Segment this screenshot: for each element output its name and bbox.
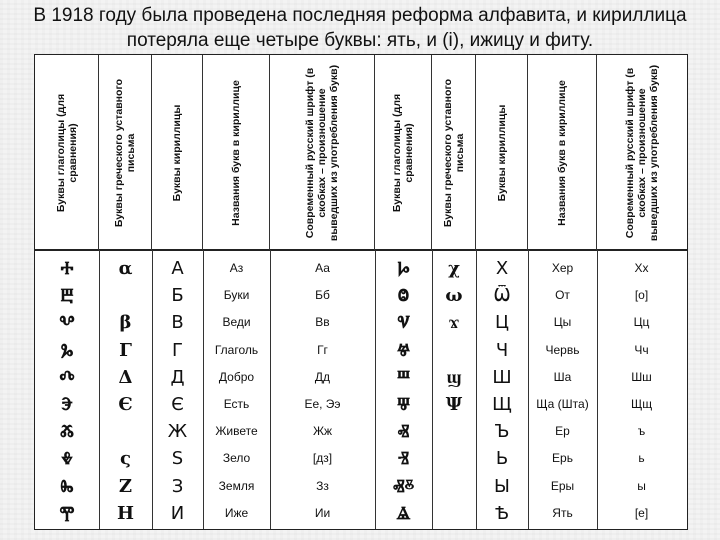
table-cell: Аа <box>315 261 330 275</box>
table-cell: Гг <box>317 342 328 357</box>
column-header-text: Буквы греческого уставного письма <box>113 78 137 227</box>
table-cell <box>99 418 152 445</box>
table-cell: Шш <box>631 369 652 384</box>
column-header-7 <box>432 55 476 250</box>
title-line-2: потеряла еще четыре буквы: ять, и (i), ижицу и фиту. <box>126 30 594 51</box>
table-cell: Ять <box>552 505 573 520</box>
table-cell: Глаголь <box>214 342 259 357</box>
column-header-4 <box>203 55 270 250</box>
column-header-text: Буквы глаголицы (для сравнения) <box>391 93 415 212</box>
table-cell <box>432 473 476 500</box>
table-cell: Є <box>171 394 184 415</box>
table-cell: Ⰹ <box>59 502 75 524</box>
column-header-text: Современный русский шрифт (в скобках – произношение выведших из употребления букв) <box>304 64 340 241</box>
table-cell: Ь <box>495 448 509 470</box>
table-cell: Ѣ <box>495 502 509 524</box>
table-cell <box>432 337 476 364</box>
table-cell: Ц <box>495 312 509 334</box>
table-cell: Ⱐ <box>397 448 410 470</box>
table-cell: Ⰱ <box>60 285 74 307</box>
table-cell: Хер <box>551 261 574 275</box>
table-cell: В <box>171 312 184 334</box>
table-cell: Ⱍ <box>396 339 411 361</box>
column-header-text: Буквы кириллицы <box>495 104 508 201</box>
table-cell: Ч <box>495 339 509 361</box>
table-cell: Ы <box>494 475 510 497</box>
table-cell: ы <box>637 478 646 493</box>
column-header-text: Современный русский шрифт (в скобках – произношение выведших из употребления букв) <box>623 64 660 241</box>
column-header-2 <box>99 55 152 250</box>
table-cell: Ⰴ <box>59 366 75 388</box>
table-cell: Ⰷ <box>61 448 73 470</box>
table-cell: Ъ <box>494 421 510 443</box>
table-cell: Ша <box>553 369 572 384</box>
table-cell: ω <box>445 285 463 307</box>
table-cell: Хх <box>634 261 649 275</box>
table-cell: Ⱈ <box>397 258 410 279</box>
table-cell <box>432 500 476 527</box>
title-line-1: В 1918 году была проведена последняя реформа алфавита, и кириллица <box>33 5 687 26</box>
table-cell: [е] <box>634 505 649 520</box>
table-cell: ϣ <box>446 366 462 388</box>
table-cell: Иже <box>224 505 249 520</box>
table-cell: Ш <box>492 366 512 388</box>
table-cell: Ж <box>167 421 188 443</box>
table-cell: Червь <box>545 342 580 357</box>
table-cell: Еры <box>550 478 575 493</box>
table-cell: Ерь <box>552 451 573 466</box>
column-header-text: Буквы греческого уставного письма <box>441 78 466 227</box>
table-cell: Ѿ <box>493 285 511 307</box>
table-cell: ϫ <box>448 312 460 334</box>
table-cell: Щщ <box>630 397 653 411</box>
table-cell: Вв <box>315 315 330 330</box>
column-header-text: Буквы кириллицы <box>171 104 183 201</box>
table-cell: Живете <box>215 424 258 439</box>
table-cell: Ⱎ <box>396 366 411 388</box>
table-cell: Д <box>170 366 185 388</box>
column-header-5 <box>270 55 375 250</box>
table-cell: Ⰰ <box>60 258 74 279</box>
table-cell: Ща (Шта) <box>536 397 589 411</box>
table-cell: Зело <box>222 451 251 466</box>
table-cell: Добро <box>218 369 255 384</box>
table-cell: Ⱏ <box>397 421 410 443</box>
table-cell: [о] <box>634 288 649 303</box>
table-cell: Η <box>116 502 134 524</box>
table-cell <box>432 418 476 445</box>
table-cell: Ⱉ <box>397 285 410 307</box>
column-header-text: Буквы глаголицы (для сравнения) <box>54 93 79 212</box>
table-cell: Б <box>171 285 184 307</box>
table-cell: Зз <box>316 478 329 493</box>
table-cell: Ее, Ээ <box>304 397 341 411</box>
table-cell: Ⱌ <box>397 312 410 334</box>
table-cell: Ии <box>314 505 331 520</box>
table-cell: χ <box>448 258 460 279</box>
table-cell: Γ <box>119 339 132 361</box>
table-cell: Ψ <box>445 394 463 415</box>
table-cell: З <box>171 475 184 497</box>
slide-title <box>14 3 706 53</box>
table-cell: Дд <box>314 369 331 384</box>
column-header-8 <box>476 55 528 250</box>
table-cell: β <box>119 312 132 334</box>
table-cell: ъ <box>637 424 646 439</box>
table-cell: Цц <box>633 315 650 330</box>
table-cell: А <box>171 258 184 279</box>
table-cell <box>432 445 476 472</box>
table-cell: Земля <box>218 478 255 493</box>
table-cell: Х <box>495 258 509 279</box>
table-cell: Буки <box>223 288 250 303</box>
table-cell <box>99 282 152 309</box>
table-cell: ь <box>638 451 645 466</box>
column-header-6 <box>375 55 432 250</box>
column-header-9 <box>528 55 597 250</box>
table-cell: [дз] <box>312 451 333 466</box>
column-header-text: Названия букв в кириллице <box>556 79 568 226</box>
column-header-3 <box>152 55 203 250</box>
table-cell: Бб <box>315 288 330 303</box>
table-cell: Ⰳ <box>60 339 74 361</box>
table-cell: Жж <box>312 424 333 439</box>
table-cell: Є <box>118 394 133 415</box>
table-cell: Ζ <box>118 475 133 497</box>
table-cell: α <box>118 258 133 279</box>
table-cell: Ⱋ <box>396 394 411 415</box>
table-cell: И <box>170 502 185 524</box>
table-cell: ς <box>120 448 131 470</box>
table-cell: Ⱑ <box>396 502 411 524</box>
column-header-1 <box>35 55 99 250</box>
table-cell: Δ <box>118 366 133 388</box>
table-cell: Цы <box>553 315 572 330</box>
table-cell: Ⰵ <box>61 394 73 415</box>
table-cell: Ⱏⰻ <box>392 475 415 497</box>
table-cell: Щ <box>492 394 512 415</box>
table-cell: Чч <box>634 342 649 357</box>
table-cell: Ⰲ <box>59 312 75 334</box>
table-cell: Ер <box>555 424 570 439</box>
table-cell: Есть <box>223 397 250 411</box>
table-cell: Веди <box>222 315 251 330</box>
table-cell: Ⰶ <box>60 421 74 443</box>
column-header-text: Названия букв в кириллице <box>230 79 242 226</box>
alphabet-table <box>34 54 688 530</box>
table-cell: Г <box>172 339 183 361</box>
table-cell: От <box>555 288 570 303</box>
table-cell: Ⰸ <box>60 475 74 497</box>
table-cell: Аз <box>229 261 244 275</box>
table-cell: Ѕ <box>171 448 184 470</box>
column-header-10 <box>597 55 686 250</box>
